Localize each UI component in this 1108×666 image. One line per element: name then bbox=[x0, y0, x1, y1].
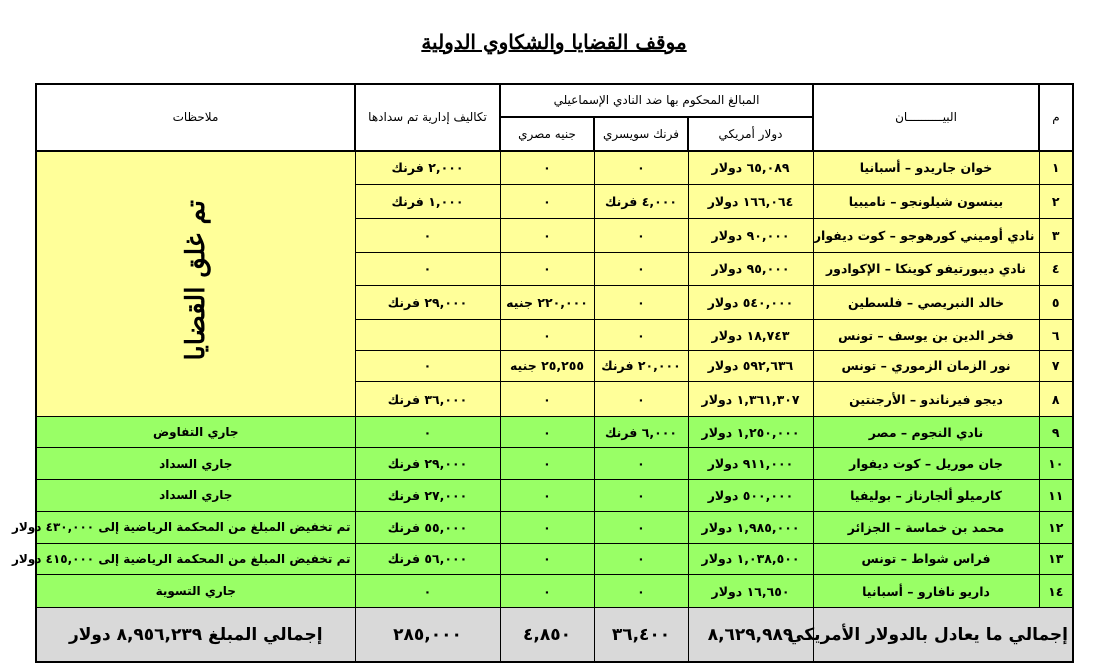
totals-chf: ٣٦,٤٠٠ bbox=[594, 608, 688, 662]
row-name: جان موريل – كوت ديفوار bbox=[813, 448, 1039, 480]
row-name: فراس شواط – تونس bbox=[813, 543, 1039, 575]
table-row bbox=[36, 543, 1073, 575]
row-chf: ٠ bbox=[594, 320, 688, 351]
row-egp: ٠ bbox=[500, 479, 594, 511]
row-index: ١٠ bbox=[1039, 448, 1073, 480]
row-egp: ٠ bbox=[500, 417, 594, 448]
row-index: ١٣ bbox=[1039, 543, 1073, 575]
row-usd: ١,٣٦١,٣٠٧ دولار bbox=[688, 381, 813, 417]
row-egp: ٠ bbox=[500, 320, 594, 351]
row-index: ١٢ bbox=[1039, 511, 1073, 543]
row-egp: ٠ bbox=[500, 184, 594, 218]
row-egp: ٢٥,٢٥٥ جنيه bbox=[500, 350, 594, 381]
row-egp: ٢٢٠,٠٠٠ جنيه bbox=[500, 286, 594, 320]
header-chf: فرنك سويسري bbox=[594, 117, 688, 151]
row-chf: ٠ bbox=[594, 479, 688, 511]
row-egp: ٠ bbox=[500, 252, 594, 286]
row-chf: ٠ bbox=[594, 543, 688, 575]
row-index: ٦ bbox=[1039, 320, 1073, 351]
table-row bbox=[36, 448, 1073, 480]
header-item: البيــــــــــان bbox=[813, 84, 1039, 151]
row-note: تم تخفيض المبلغ من المحكمة الرياضية إلى ٤١٥,٠٠٠ دولار bbox=[36, 543, 355, 575]
row-note: جاري السداد bbox=[36, 448, 355, 480]
row-egp: ٠ bbox=[500, 218, 594, 252]
row-note: جاري التسوية bbox=[36, 575, 355, 608]
table-row bbox=[36, 479, 1073, 511]
row-usd: ١,٠٣٨,٥٠٠ دولار bbox=[688, 543, 813, 575]
row-index: ٩ bbox=[1039, 417, 1073, 448]
header-notes: ملاحظات bbox=[36, 84, 355, 151]
totals-label: إجمالي ما يعادل بالدولار الأمريكي bbox=[813, 608, 1073, 662]
row-name: خالد النبريصي – فلسطين bbox=[813, 286, 1039, 320]
table-row bbox=[36, 511, 1073, 543]
row-egp: ٠ bbox=[500, 511, 594, 543]
row-usd: ٩٠,٠٠٠ دولار bbox=[688, 218, 813, 252]
header-index: م bbox=[1039, 84, 1073, 151]
closed-cases-label bbox=[36, 151, 355, 417]
row-usd: ٥٤٠,٠٠٠ دولار bbox=[688, 286, 813, 320]
row-chf: ٠ bbox=[594, 381, 688, 417]
closed-cases-text: تم غلق القضايا bbox=[180, 200, 211, 361]
row-index: ٥ bbox=[1039, 286, 1073, 320]
row-index: ٢ bbox=[1039, 184, 1073, 218]
row-note: جاري التفاوض bbox=[36, 417, 355, 448]
row-admin: ٢٩,٠٠٠ فرنك bbox=[355, 286, 500, 320]
row-index: ١٤ bbox=[1039, 575, 1073, 608]
row-name: نادي أوميني كورهوجو – كوت ديفوار bbox=[813, 218, 1039, 252]
header-usd: دولار أمريكي bbox=[688, 117, 813, 151]
row-note: جاري السداد bbox=[36, 479, 355, 511]
row-admin: ٢٩,٠٠٠ فرنك bbox=[355, 448, 500, 480]
table-row bbox=[36, 151, 1073, 185]
header-egp: جنيه مصري bbox=[500, 117, 594, 151]
row-admin bbox=[355, 320, 500, 351]
row-chf: ٤,٠٠٠ فرنك bbox=[594, 184, 688, 218]
row-name: نادي النجوم – مصر bbox=[813, 417, 1039, 448]
table-row bbox=[36, 575, 1073, 608]
cases-table bbox=[11, 83, 1074, 663]
row-egp: ٠ bbox=[500, 448, 594, 480]
row-usd: ١,٢٥٠,٠٠٠ دولار bbox=[688, 417, 813, 448]
row-usd: ١٦٦,٠٦٤ دولار bbox=[688, 184, 813, 218]
row-index: ١ bbox=[1039, 151, 1073, 185]
row-usd: ٩١١,٠٠٠ دولار bbox=[688, 448, 813, 480]
row-chf: ٠ bbox=[594, 286, 688, 320]
totals-admin: ٢٨٥,٠٠٠ bbox=[355, 608, 500, 662]
row-index: ١١ bbox=[1039, 479, 1073, 511]
row-admin: ٣٦,٠٠٠ فرنك bbox=[355, 381, 500, 417]
row-index: ٧ bbox=[1039, 350, 1073, 381]
totals-row bbox=[36, 608, 1073, 662]
row-admin: ٠ bbox=[355, 350, 500, 381]
header-amounts-group: المبالغ المحكوم بها ضد النادي الإسماعيلي bbox=[500, 84, 813, 117]
row-name: بينسون شيلونجو – ناميبيا bbox=[813, 184, 1039, 218]
row-name: كارميلو ألجارناز – بوليفيا bbox=[813, 479, 1039, 511]
row-usd: ٥٠٠,٠٠٠ دولار bbox=[688, 479, 813, 511]
totals-usd: ٨,٦٢٩,٩٨٩ bbox=[688, 608, 813, 662]
table-row bbox=[36, 417, 1073, 448]
row-chf: ٠ bbox=[594, 218, 688, 252]
row-admin: ٥٥,٠٠٠ فرنك bbox=[355, 511, 500, 543]
row-name: محمد بن خماسة – الجزائر bbox=[813, 511, 1039, 543]
row-admin: ٠ bbox=[355, 575, 500, 608]
row-egp: ٠ bbox=[500, 575, 594, 608]
row-name: نادي ديبورتيفو كوينكا – الإكوادور bbox=[813, 252, 1039, 286]
page-title: موقف القضايا والشكاوي الدولية bbox=[421, 30, 687, 54]
row-name: نور الزمان الزموري – تونس bbox=[813, 350, 1039, 381]
row-chf: ٦,٠٠٠ فرنك bbox=[594, 417, 688, 448]
row-egp: ٠ bbox=[500, 543, 594, 575]
row-chf: ٠ bbox=[594, 151, 688, 185]
row-egp: ٠ bbox=[500, 381, 594, 417]
row-name: فخر الدين بن يوسف – تونس bbox=[813, 320, 1039, 351]
row-usd: ١,٩٨٥,٠٠٠ دولار bbox=[688, 511, 813, 543]
row-admin: ٠ bbox=[355, 252, 500, 286]
row-chf: ٠ bbox=[594, 448, 688, 480]
header-admin-costs: تكاليف إدارية تم سدادها bbox=[355, 84, 500, 151]
row-name: خوان جاريدو – أسبانيا bbox=[813, 151, 1039, 185]
row-chf: ٠ bbox=[594, 511, 688, 543]
row-admin: ٥٦,٠٠٠ فرنك bbox=[355, 543, 500, 575]
row-admin: ٢٧,٠٠٠ فرنك bbox=[355, 479, 500, 511]
row-admin: ٢,٠٠٠ فرنك bbox=[355, 151, 500, 185]
row-egp: ٠ bbox=[500, 151, 594, 185]
row-usd: ٦٥,٠٨٩ دولار bbox=[688, 151, 813, 185]
row-admin: ٠ bbox=[355, 218, 500, 252]
row-chf: ٠ bbox=[594, 252, 688, 286]
row-index: ٨ bbox=[1039, 381, 1073, 417]
row-name: ديجو فيرناندو – الأرجنتين bbox=[813, 381, 1039, 417]
row-admin: ١,٠٠٠ فرنك bbox=[355, 184, 500, 218]
row-chf: ٢٠,٠٠٠ فرنك bbox=[594, 350, 688, 381]
row-chf: ٠ bbox=[594, 575, 688, 608]
row-usd: ٥٩٢,٦٣٦ دولار bbox=[688, 350, 813, 381]
cases-table-wrapper bbox=[11, 83, 1072, 663]
row-usd: ٩٥,٠٠٠ دولار bbox=[688, 252, 813, 286]
totals-egp: ٤,٨٥٠ bbox=[500, 608, 594, 662]
row-usd: ١٨,٧٤٣ دولار bbox=[688, 320, 813, 351]
totals-grand: إجمالي المبلغ ٨,٩٥٦,٢٣٩ دولار bbox=[36, 608, 355, 662]
row-admin: ٠ bbox=[355, 417, 500, 448]
row-note: تم تخفيض المبلغ من المحكمة الرياضية إلى ٤٣٠,٠٠٠ دولار bbox=[36, 511, 355, 543]
row-usd: ١٦,٦٥٠ دولار bbox=[688, 575, 813, 608]
row-index: ٤ bbox=[1039, 252, 1073, 286]
row-index: ٣ bbox=[1039, 218, 1073, 252]
row-name: داريو نافارو – أسبانيا bbox=[813, 575, 1039, 608]
